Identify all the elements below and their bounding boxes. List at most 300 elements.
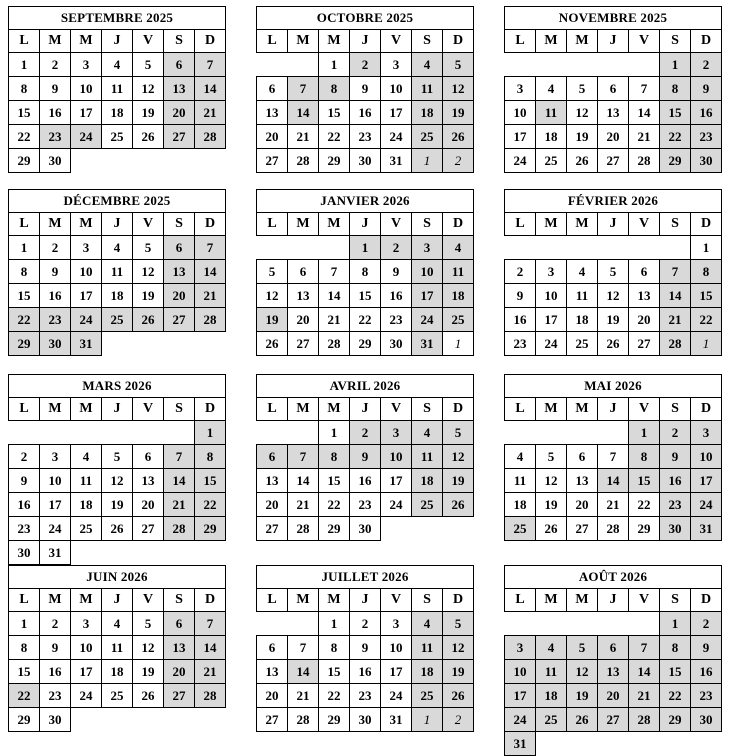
- day-cell: 31: [381, 149, 412, 173]
- day-cell: 5: [598, 260, 629, 284]
- day-cell: 2: [350, 53, 381, 77]
- day-cell: 12: [257, 284, 288, 308]
- month-calendar: [256, 374, 474, 541]
- day-cell: 8: [9, 636, 40, 660]
- weekday-header: D: [443, 398, 474, 421]
- day-cell: 4: [536, 77, 567, 101]
- day-cell: 22: [691, 308, 722, 332]
- empty-cell: [71, 708, 226, 732]
- week-row: [257, 53, 474, 77]
- week-row: [505, 517, 722, 541]
- day-cell: 6: [257, 445, 288, 469]
- day-cell: 18: [102, 101, 133, 125]
- day-cell: 19: [257, 308, 288, 332]
- week-row: [9, 612, 226, 636]
- day-cell: 12: [443, 77, 474, 101]
- month-calendar: [8, 6, 226, 173]
- weekday-header: D: [195, 30, 226, 53]
- week-row: [9, 236, 226, 260]
- week-row: [505, 77, 722, 101]
- month-table: [8, 6, 226, 173]
- day-cell: 13: [257, 660, 288, 684]
- day-cell: 6: [629, 260, 660, 284]
- day-cell: 5: [536, 445, 567, 469]
- day-cell: 15: [629, 469, 660, 493]
- weekday-header: J: [598, 30, 629, 53]
- day-cell: 28: [629, 708, 660, 732]
- day-cell: 9: [350, 77, 381, 101]
- day-cell: 28: [598, 517, 629, 541]
- month-title: AVRIL 2026: [257, 375, 474, 398]
- day-cell: 12: [443, 636, 474, 660]
- day-cell: 10: [71, 636, 102, 660]
- day-cell: 8: [691, 260, 722, 284]
- week-row: [257, 236, 474, 260]
- day-cell: 29: [660, 708, 691, 732]
- empty-cell: [288, 236, 319, 260]
- weekday-header: L: [257, 398, 288, 421]
- day-cell: 29: [9, 332, 40, 356]
- weekday-header: J: [350, 30, 381, 53]
- day-cell: 14: [288, 660, 319, 684]
- day-cell: 3: [412, 236, 443, 260]
- day-cell: 4: [536, 636, 567, 660]
- day-cell: 29: [629, 517, 660, 541]
- day-cell: 26: [536, 517, 567, 541]
- weekday-header: M: [536, 213, 567, 236]
- day-cell: 28: [319, 332, 350, 356]
- day-cell: 8: [319, 445, 350, 469]
- day-cell: 6: [164, 236, 195, 260]
- weekday-header: M: [71, 398, 102, 421]
- day-cell: 9: [40, 260, 71, 284]
- week-row: [257, 493, 474, 517]
- week-row: [505, 708, 722, 732]
- empty-cell: [536, 612, 567, 636]
- week-row: [505, 684, 722, 708]
- weekday-header: J: [598, 589, 629, 612]
- day-cell: 25: [505, 517, 536, 541]
- week-row: [9, 541, 226, 565]
- day-cell: 20: [164, 284, 195, 308]
- day-cell: 30: [691, 708, 722, 732]
- day-cell: 28: [660, 332, 691, 356]
- day-cell: 13: [133, 469, 164, 493]
- day-cell: 8: [319, 77, 350, 101]
- day-cell: 10: [71, 77, 102, 101]
- month-calendar: [256, 189, 474, 356]
- weekday-header: L: [257, 30, 288, 53]
- day-cell: 4: [505, 445, 536, 469]
- month-title: SEPTEMBRE 2025: [9, 7, 226, 30]
- day-cell: 20: [133, 493, 164, 517]
- day-cell: 27: [567, 517, 598, 541]
- month-title: FÉVRIER 2026: [505, 190, 722, 213]
- day-cell: 25: [102, 125, 133, 149]
- day-cell: 24: [71, 684, 102, 708]
- day-cell: 22: [319, 493, 350, 517]
- day-cell: 7: [164, 445, 195, 469]
- day-cell: 15: [660, 101, 691, 125]
- day-cell: 18: [102, 660, 133, 684]
- weekday-header: J: [350, 213, 381, 236]
- day-cell: 3: [505, 77, 536, 101]
- week-row: [505, 612, 722, 636]
- day-cell: 6: [133, 445, 164, 469]
- weekday-header: V: [133, 589, 164, 612]
- week-row: [257, 101, 474, 125]
- day-cell: 31: [381, 708, 412, 732]
- empty-cell: [567, 53, 598, 77]
- day-cell: 1: [629, 421, 660, 445]
- weekday-header: M: [536, 398, 567, 421]
- month-table: [256, 374, 474, 541]
- day-cell: 27: [164, 308, 195, 332]
- weekday-header: S: [412, 398, 443, 421]
- empty-cell: [164, 421, 195, 445]
- next-month-day-cell: 2: [443, 149, 474, 173]
- day-cell: 19: [598, 308, 629, 332]
- weekday-header: D: [195, 398, 226, 421]
- weekday-header: L: [505, 589, 536, 612]
- day-cell: 6: [257, 77, 288, 101]
- day-cell: 22: [660, 125, 691, 149]
- day-cell: 31: [71, 332, 102, 356]
- weekday-header: S: [660, 398, 691, 421]
- day-cell: 1: [319, 53, 350, 77]
- day-cell: 4: [102, 612, 133, 636]
- empty-cell: [536, 236, 567, 260]
- day-cell: 16: [40, 660, 71, 684]
- empty-cell: [567, 421, 598, 445]
- weekday-header: J: [102, 30, 133, 53]
- day-cell: 26: [443, 493, 474, 517]
- week-row: [257, 421, 474, 445]
- weekday-header: S: [412, 213, 443, 236]
- week-row: [257, 77, 474, 101]
- day-cell: 25: [412, 125, 443, 149]
- month-title: NOVEMBRE 2025: [505, 7, 722, 30]
- day-cell: 7: [629, 77, 660, 101]
- weekday-header: L: [9, 213, 40, 236]
- weekday-header: M: [567, 589, 598, 612]
- day-cell: 6: [288, 260, 319, 284]
- day-cell: 31: [40, 541, 71, 565]
- day-cell: 9: [350, 636, 381, 660]
- day-cell: 16: [40, 101, 71, 125]
- week-row: [505, 732, 722, 756]
- day-cell: 1: [350, 236, 381, 260]
- day-cell: 23: [691, 125, 722, 149]
- weekday-header: M: [40, 213, 71, 236]
- next-month-day-cell: 1: [443, 332, 474, 356]
- day-cell: 15: [9, 660, 40, 684]
- day-cell: 4: [102, 53, 133, 77]
- day-cell: 21: [319, 308, 350, 332]
- empty-cell: [71, 149, 226, 173]
- day-cell: 5: [133, 236, 164, 260]
- day-cell: 5: [133, 53, 164, 77]
- day-cell: 15: [350, 284, 381, 308]
- weekday-header: D: [443, 589, 474, 612]
- day-cell: 20: [598, 684, 629, 708]
- day-cell: 2: [40, 236, 71, 260]
- day-cell: 20: [598, 125, 629, 149]
- week-row: [9, 125, 226, 149]
- day-cell: 8: [9, 77, 40, 101]
- day-cell: 6: [567, 445, 598, 469]
- day-cell: 29: [319, 517, 350, 541]
- day-cell: 18: [412, 660, 443, 684]
- day-cell: 28: [195, 308, 226, 332]
- day-cell: 14: [629, 660, 660, 684]
- empty-cell: [257, 236, 288, 260]
- month-calendar: [504, 6, 722, 173]
- day-cell: 22: [9, 684, 40, 708]
- day-cell: 3: [505, 636, 536, 660]
- day-cell: 12: [102, 469, 133, 493]
- week-row: [505, 284, 722, 308]
- day-cell: 29: [350, 332, 381, 356]
- day-cell: 5: [257, 260, 288, 284]
- day-cell: 28: [195, 125, 226, 149]
- day-cell: 24: [40, 517, 71, 541]
- day-cell: 21: [288, 684, 319, 708]
- day-cell: 16: [381, 284, 412, 308]
- weekday-header: S: [164, 213, 195, 236]
- day-cell: 27: [629, 332, 660, 356]
- empty-cell: [288, 612, 319, 636]
- day-cell: 30: [350, 149, 381, 173]
- day-cell: 16: [350, 101, 381, 125]
- day-cell: 28: [164, 517, 195, 541]
- weekday-header: D: [691, 398, 722, 421]
- day-cell: 20: [288, 308, 319, 332]
- weekday-header: V: [381, 213, 412, 236]
- day-cell: 14: [195, 77, 226, 101]
- weekday-header: S: [660, 589, 691, 612]
- day-cell: 24: [381, 493, 412, 517]
- day-cell: 13: [567, 469, 598, 493]
- day-cell: 5: [102, 445, 133, 469]
- day-cell: 5: [443, 612, 474, 636]
- week-row: [257, 612, 474, 636]
- week-row: [9, 660, 226, 684]
- weekday-header: L: [9, 589, 40, 612]
- month-title: MARS 2026: [9, 375, 226, 398]
- day-cell: 3: [381, 53, 412, 77]
- day-cell: 18: [443, 284, 474, 308]
- day-cell: 6: [164, 612, 195, 636]
- day-cell: 31: [505, 732, 536, 756]
- week-row: [9, 445, 226, 469]
- month-table: [256, 565, 474, 732]
- day-cell: 10: [691, 445, 722, 469]
- day-cell: 24: [505, 708, 536, 732]
- day-cell: 27: [164, 125, 195, 149]
- weekday-header: J: [350, 398, 381, 421]
- day-cell: 4: [412, 612, 443, 636]
- week-row: [9, 308, 226, 332]
- week-row: [257, 149, 474, 173]
- day-cell: 11: [412, 77, 443, 101]
- day-cell: 10: [412, 260, 443, 284]
- day-cell: 4: [443, 236, 474, 260]
- day-cell: 8: [319, 636, 350, 660]
- day-cell: 20: [257, 493, 288, 517]
- day-cell: 22: [660, 684, 691, 708]
- day-cell: 7: [660, 260, 691, 284]
- day-cell: 16: [9, 493, 40, 517]
- weekday-header: L: [9, 30, 40, 53]
- day-cell: 30: [40, 332, 71, 356]
- empty-cell: [536, 421, 567, 445]
- weekday-header: D: [443, 213, 474, 236]
- day-cell: 28: [629, 149, 660, 173]
- day-cell: 4: [102, 236, 133, 260]
- week-row: [257, 469, 474, 493]
- day-cell: 23: [350, 125, 381, 149]
- day-cell: 13: [598, 101, 629, 125]
- day-cell: 15: [195, 469, 226, 493]
- day-cell: 20: [257, 684, 288, 708]
- day-cell: 11: [443, 260, 474, 284]
- day-cell: 22: [195, 493, 226, 517]
- week-row: [505, 445, 722, 469]
- day-cell: 13: [164, 636, 195, 660]
- day-cell: 16: [350, 469, 381, 493]
- day-cell: 28: [288, 708, 319, 732]
- empty-cell: [71, 541, 226, 565]
- week-row: [505, 636, 722, 660]
- day-cell: 10: [536, 284, 567, 308]
- weekday-header: V: [133, 213, 164, 236]
- week-row: [257, 708, 474, 732]
- day-cell: 11: [102, 77, 133, 101]
- day-cell: 22: [9, 125, 40, 149]
- empty-cell: [102, 332, 226, 356]
- day-cell: 30: [40, 149, 71, 173]
- day-cell: 23: [40, 308, 71, 332]
- empty-cell: [257, 612, 288, 636]
- day-cell: 9: [9, 469, 40, 493]
- month-title: MAI 2026: [505, 375, 722, 398]
- day-cell: 12: [133, 260, 164, 284]
- day-cell: 10: [381, 445, 412, 469]
- weekday-header: S: [164, 398, 195, 421]
- day-cell: 26: [443, 125, 474, 149]
- weekday-header: M: [319, 30, 350, 53]
- day-cell: 16: [691, 660, 722, 684]
- week-row: [505, 493, 722, 517]
- day-cell: 21: [288, 125, 319, 149]
- day-cell: 18: [536, 125, 567, 149]
- week-row: [9, 101, 226, 125]
- month-title: AOÛT 2026: [505, 566, 722, 589]
- day-cell: 17: [505, 125, 536, 149]
- next-month-day-cell: 2: [443, 708, 474, 732]
- day-cell: 12: [536, 469, 567, 493]
- day-cell: 28: [195, 684, 226, 708]
- day-cell: 5: [133, 612, 164, 636]
- day-cell: 29: [319, 149, 350, 173]
- day-cell: 1: [691, 236, 722, 260]
- day-cell: 17: [71, 101, 102, 125]
- weekday-header: L: [257, 213, 288, 236]
- day-cell: 1: [660, 53, 691, 77]
- day-cell: 8: [350, 260, 381, 284]
- day-cell: 14: [195, 636, 226, 660]
- weekday-header: V: [629, 213, 660, 236]
- weekday-header: L: [257, 589, 288, 612]
- month-table: [8, 565, 226, 732]
- day-cell: 8: [195, 445, 226, 469]
- weekday-header: S: [412, 30, 443, 53]
- day-cell: 30: [660, 517, 691, 541]
- empty-cell: [598, 612, 629, 636]
- day-cell: 23: [9, 517, 40, 541]
- day-cell: 1: [9, 53, 40, 77]
- empty-cell: [9, 421, 40, 445]
- day-cell: 17: [536, 308, 567, 332]
- day-cell: 26: [567, 708, 598, 732]
- month-title: OCTOBRE 2025: [257, 7, 474, 30]
- day-cell: 26: [443, 684, 474, 708]
- empty-cell: [257, 421, 288, 445]
- day-cell: 23: [691, 684, 722, 708]
- day-cell: 3: [71, 53, 102, 77]
- day-cell: 6: [598, 77, 629, 101]
- empty-cell: [660, 236, 691, 260]
- day-cell: 13: [288, 284, 319, 308]
- day-cell: 21: [629, 684, 660, 708]
- day-cell: 13: [257, 101, 288, 125]
- week-row: [505, 125, 722, 149]
- weekday-header: V: [629, 398, 660, 421]
- day-cell: 21: [195, 101, 226, 125]
- day-cell: 29: [660, 149, 691, 173]
- day-cell: 27: [257, 517, 288, 541]
- next-month-day-cell: 1: [412, 149, 443, 173]
- day-cell: 24: [412, 308, 443, 332]
- day-cell: 9: [40, 77, 71, 101]
- empty-cell: [536, 732, 722, 756]
- week-row: [9, 684, 226, 708]
- day-cell: 7: [195, 53, 226, 77]
- day-cell: 25: [536, 708, 567, 732]
- day-cell: 18: [536, 684, 567, 708]
- day-cell: 17: [381, 469, 412, 493]
- week-row: [9, 708, 226, 732]
- weekday-header: V: [381, 30, 412, 53]
- week-row: [505, 236, 722, 260]
- day-cell: 19: [133, 101, 164, 125]
- day-cell: 6: [598, 636, 629, 660]
- day-cell: 4: [412, 53, 443, 77]
- day-cell: 24: [71, 308, 102, 332]
- week-row: [9, 421, 226, 445]
- day-cell: 21: [660, 308, 691, 332]
- month-calendar: [504, 565, 722, 756]
- week-row: [9, 469, 226, 493]
- day-cell: 11: [102, 636, 133, 660]
- day-cell: 5: [443, 53, 474, 77]
- week-row: [9, 53, 226, 77]
- week-row: [505, 260, 722, 284]
- day-cell: 15: [9, 284, 40, 308]
- weekday-header: J: [102, 213, 133, 236]
- day-cell: 14: [660, 284, 691, 308]
